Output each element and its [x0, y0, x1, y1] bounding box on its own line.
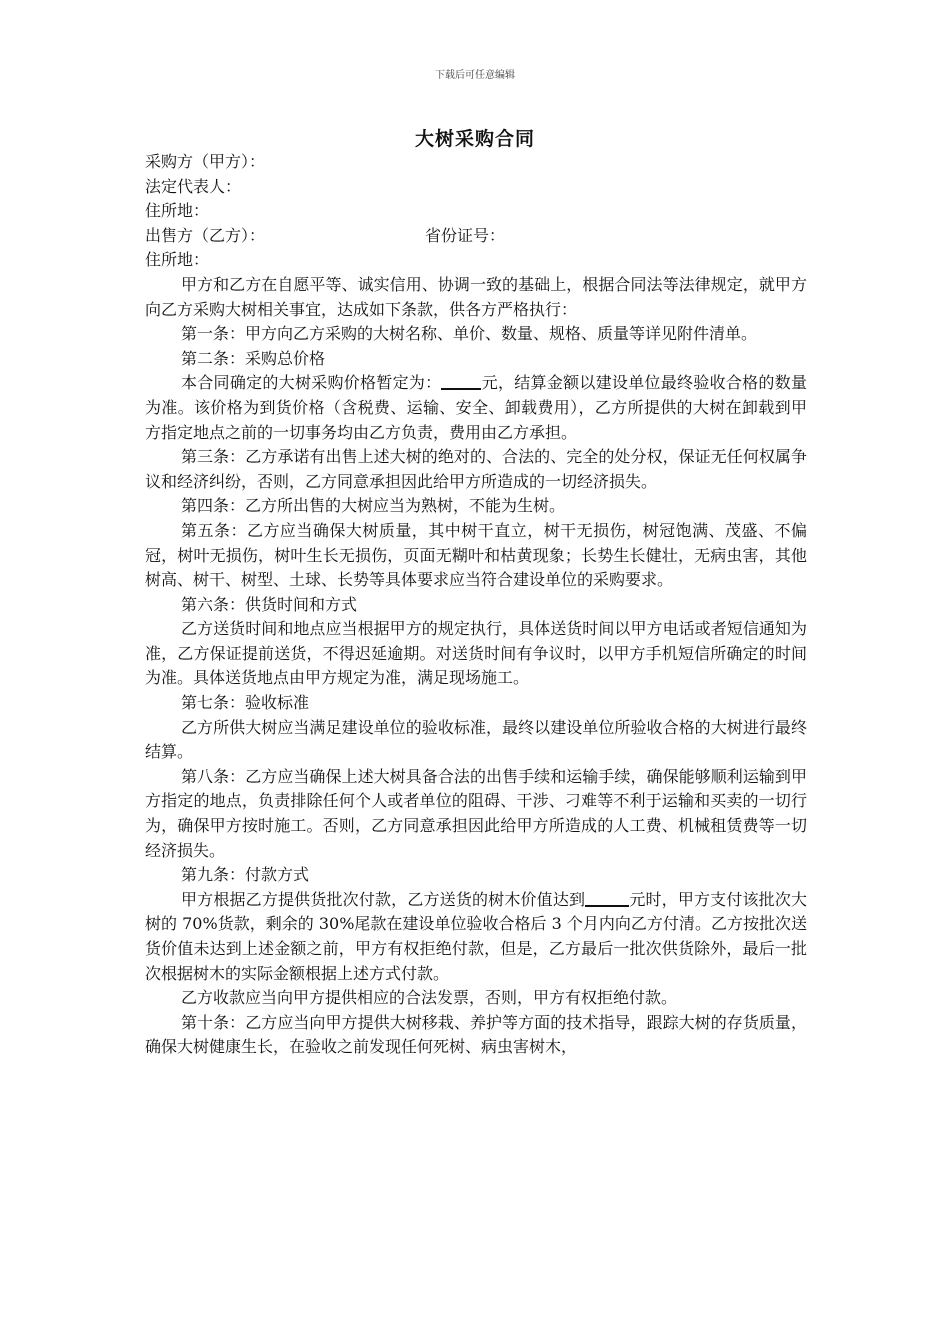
article-6-title: 第六条：供货时间和方式	[181, 594, 358, 614]
seller-address-line: 住所地：	[145, 250, 210, 270]
document-title: 大树采购合同	[414, 128, 535, 150]
article-2-text-after: 元，结算金额以建设单位最终验收合格的数量为准。该价格为到货价格（含税费、运输、安全、卸载费用），乙方所提供的大树在卸载到甲方指定地点之前的一切事务均由乙方负责，费用由乙方承担。	[145, 373, 807, 442]
seller-row	[145, 224, 807, 249]
contract-body	[145, 150, 807, 1060]
article-9-invoice: 乙方收款应当向甲方提供相应的合法发票，否则，甲方有权拒绝付款。	[181, 988, 678, 1008]
article-9-text-after: 元时，甲方支付该批次大树的 70%货款，剩余的 30%尾款在建设单位验收合格后 3 个月内向乙方付清。乙方按批次送货价值未达到上述金额之前，甲方有权拒绝付款，但是，乙方最后一批次供货除外，最后一批次根据树木的实际金额根据上述方式付款。	[145, 889, 807, 983]
article-8: 第八条：乙方应当确保上述大树具备合法的出售手续和运输手续，确保能够顺利运输到甲方指定的地点，负责排除任何个人或者单位的阻碍、干涉、刁难等不利于运输和买卖的一切行为，确保甲方按时施工。否则，乙方同意承担因此给甲方所造成的人工费、机械租赁费等一切经济损失。	[145, 766, 807, 860]
article-7-title: 第七条：验收标准	[181, 693, 310, 713]
article-9-text-before: 甲方根据乙方提供货批次付款，乙方送货的树木价值达到	[181, 889, 586, 909]
seller-line: 出售方（乙方）：	[145, 225, 266, 245]
article-10: 第十条：乙方应当向甲方提供大树移栽、养护等方面的技术指导，跟踪大树的存货质量，确保大树健康生长，在验收之前发现任何死树、病虫害树木，	[145, 1012, 807, 1057]
article-1: 第一条：甲方向乙方采购的大树名称、单价、数量、规格、质量等详见附件清单。	[181, 324, 758, 344]
price-blank	[441, 372, 481, 390]
article-9-title: 第九条：付款方式	[181, 865, 310, 885]
article-4: 第四条：乙方所出售的大树应当为熟树，不能为生树。	[181, 496, 566, 516]
article-5: 第五条：乙方应当确保大树质量，其中树干直立，树干无损伤，树冠饱满、茂盛、不偏冠，树叶无损伤，树叶生长无损伤，页面无糊叶和枯黄现象；长势生长健壮，无病虫害，其他树高、树干、树型、土球、长势等具体要求应当符合建设单位的采购要求。	[145, 520, 807, 590]
article-3: 第三条：乙方承诺有出售上述大树的绝对的、合法的、完全的处分权，保证无任何权属争议和经济纠纷，否则，乙方同意承担因此给甲方所造成的一切经济损失。	[145, 447, 807, 491]
id-number-line: 省份证号：	[425, 225, 506, 245]
amount-blank	[585, 889, 629, 907]
article-2-title: 第二条：采购总价格	[181, 348, 326, 368]
intro-paragraph: 甲方和乙方在自愿平等、诚实信用、协调一致的基础上，根据合同法等法律规定，就甲方向乙方采购大树相关事宜，达成如下条款，供各方严格执行：	[145, 274, 807, 319]
buyer-address-line: 住所地：	[145, 201, 210, 221]
article-2-text-before: 本合同确定的大树采购价格暂定为：	[181, 373, 442, 393]
article-7-body: 乙方所供大树应当满足建设单位的验收标准，最终以建设单位所验收合格的大树进行最终结算。	[145, 717, 807, 762]
article-6-body: 乙方送货时间和地点应当根据甲方的规定执行，具体送货时间以甲方电话或者短信通知为准，乙方保证提前送货，不得迟延逾期。对送货时间有争议时，以甲方手机短信所确定的时间为准。具体送货地点由甲方规定为准，满足现场施工。	[145, 619, 807, 688]
legal-representative-line: 法定代表人：	[145, 176, 242, 196]
article-9-body	[145, 888, 807, 986]
buyer-line: 采购方（甲方）：	[145, 152, 266, 171]
header-note: 下载后可任意编辑	[435, 70, 515, 81]
article-2-body	[145, 371, 807, 445]
